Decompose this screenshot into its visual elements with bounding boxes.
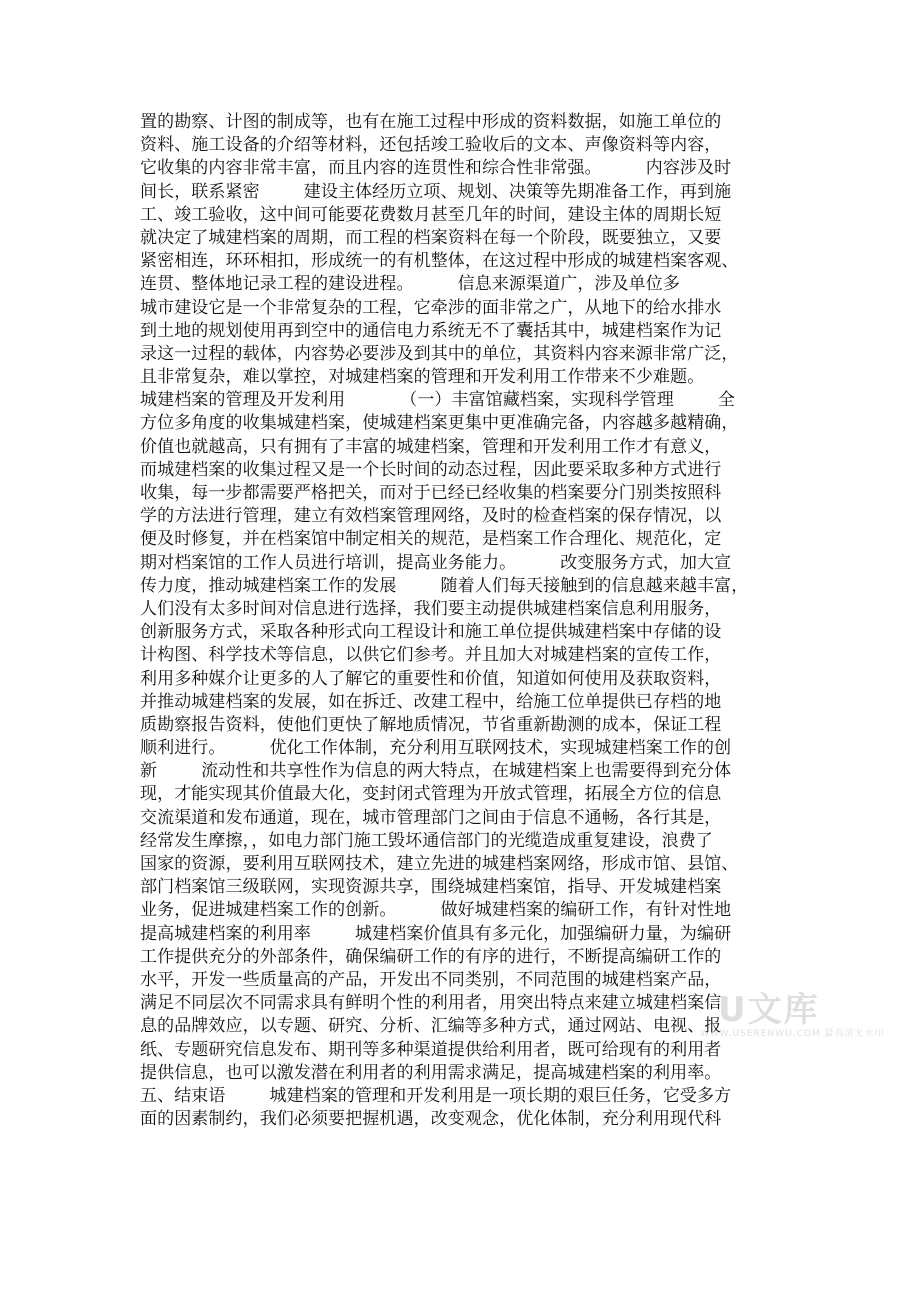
text-line: 现，才能实现其价值最大化，变封闭式管理为开放式管理，拓展全方位的信息 xyxy=(140,784,722,805)
text-line: 满足不同层次不同需求具有鲜明个性的利用者，用突出特点来建立城建档案信 xyxy=(140,993,722,1014)
watermark-sub-text: WWW.USERENWU.COM 最高清无水印 xyxy=(700,1029,885,1039)
text-line: 提供信息，也可以激发潜在利用者的利用需求满足，提高城建档案的利用率。 xyxy=(140,1062,722,1083)
text-line: 资料、施工设备的介绍等材料，还包括竣工验收后的文本、声像资料等内容， xyxy=(140,135,722,156)
text-line: 并推动城建档案的发展，如在拆迁、改建工程中，给施工位单提供已存档的地 xyxy=(140,691,722,712)
text-line: 城建档案的管理及开发利用 （一）丰富馆藏档案，实现科学管理 全 xyxy=(140,390,735,411)
text-line: 价值也就越高，只有拥有了丰富的城建档案，管理和开发利用工作才有意义， xyxy=(140,436,722,457)
text-line: 收集，每一步都需要严格把关，而对于已经已经收集的档案要分门别类按照科 xyxy=(140,483,722,503)
text-line: 五、结束语 城建档案的管理和开发利用是一项长期的艰巨任务，它受多方 xyxy=(140,1085,732,1106)
text-line: 水平，开发一些质量高的产品，开发出不同类别，不同范围的城建档案产品， xyxy=(140,969,722,990)
text-line: 城市建设它是一个非常复杂的工程，它牵涉的面非常之广，从地下的给水排水 xyxy=(140,297,722,318)
text-line: 紧密相连，环环相扣，形成统一的有机整体，在这过程中形成的城建档案客观、 xyxy=(140,251,739,272)
text-line: 传力度，推动城建档案工作的发展 随着人们每天接触到的信息越来越丰富， xyxy=(140,575,749,596)
text-line: 利用多种媒介让更多的人了解它的重要性和价值，知道如何使用及获取资料， xyxy=(140,668,722,689)
text-line: 它收集的内容非常丰富，而且内容的连贯性和综合性非常强。 内容涉及时 xyxy=(140,158,732,179)
text-line: 人们没有太多时间对信息进行选择，我们要主动提供城建档案信息利用服务， xyxy=(140,598,722,619)
text-line: 连贯、整体地记录工程的建设进程。 信息来源渠道广，涉及单位多 xyxy=(140,274,680,295)
watermark-main-text: U文库 xyxy=(718,990,820,1030)
text-line: 新 流动性和共享性作为信息的两大特点，在城建档案上也需要得到充分体 xyxy=(140,761,732,782)
document-body xyxy=(140,111,785,1131)
text-line: 纸、专题研究信息发布、期刊等多种渠道提供给利用者，既可给现有的利用者 xyxy=(140,1039,722,1060)
text-line: 工、竣工验收，这中间可能要花费数月甚至几年的时间，建设主体的周期长短 xyxy=(140,204,722,225)
text-line: 质勘察报告资料，使他们更快了解地质情况，节省重新勘测的成本，保证工程 xyxy=(140,714,722,735)
text-line: 置的勘察、计图的制成等，也有在施工过程中形成的资料数据，如施工单位的 xyxy=(140,112,722,132)
text-line: 录这一过程的载体，内容势必要涉及到其中的单位，其资料内容来源非常广泛， xyxy=(140,343,739,364)
text-line: 工作提供充分的外部条件，确保编研工作的有序的进行，不断提高编研工作的 xyxy=(140,946,722,967)
text-line: 提高城建档案的利用率 城建档案价值具有多元化，加强编研力量，为编研 xyxy=(140,923,732,944)
text-line: 学的方法进行管理，建立有效档案管理网络，及时的检查档案的保存情况，以 xyxy=(140,506,722,527)
text-line: 而城建档案的收集过程又是一个长时间的动态过程，因此要采取多种方式进行 xyxy=(140,459,722,480)
text-line: 期对档案馆的工作人员进行培训，提高业务能力。 改变服务方式，加大宣 xyxy=(140,552,732,573)
text-line: 国家的资源，要利用互联网技术，建立先进的城建档案网络，形成市馆、县馆、 xyxy=(140,854,739,874)
text-line: 到土地的规划使用再到空中的通信电力系统无不了囊括其中，城建档案作为记 xyxy=(140,320,722,341)
text-line: 息的品牌效应，以专题、研究、分析、汇编等多种方式，通过网站、电视、报 xyxy=(140,1016,722,1037)
text-line: 业务，促进城建档案工作的创新。 做好城建档案的编研工作，有针对性地 xyxy=(140,900,732,921)
text-line: 顺利进行。 优化工作体制，充分利用互联网技术，实现城建档案工作的创 xyxy=(140,738,732,759)
text-line: 部门档案馆三级联网，实现资源共享，围绕城建档案馆，指导、开发城建档案 xyxy=(140,877,722,898)
text-line: 间长，联系紧密 建设主体经历立项、规划、决策等先期准备工作，再到施 xyxy=(140,181,732,202)
text-line: 方位多角度的收集城建档案，使城建档案更集中更准确完备，内容越多越精确， xyxy=(140,413,739,434)
text-line: 计构图、科学技术等信息，以供它们参考。并且加大对城建档案的宣传工作， xyxy=(140,645,722,666)
text-line: 面的因素制约，我们必须要把握机遇，改变观念，优化体制，充分利用现代科 xyxy=(140,1109,722,1130)
text-line: 交流渠道和发布通道，现在，城市管理部门之间由于信息不通畅，各行其是， xyxy=(140,807,722,828)
text-line: 就决定了城建档案的周期，而工程的档案资料在每一个阶段，既要独立，又要 xyxy=(140,227,722,248)
text-line: 便及时修复，并在档案馆中制定相关的规范，是档案工作合理化、规范化，定 xyxy=(140,529,722,550)
text-line: 创新服务方式，采取各种形式向工程设计和施工单位提供城建档案中存储的设 xyxy=(140,622,722,643)
text-line: 经常发生摩擦，，如电力部门施工毁坏通信部门的光缆造成重复建设，浪费了 xyxy=(140,830,713,851)
text-line: 且非常复杂，难以掌控，对城建档案的管理和开发利用工作带来不少难题。 xyxy=(140,367,705,388)
